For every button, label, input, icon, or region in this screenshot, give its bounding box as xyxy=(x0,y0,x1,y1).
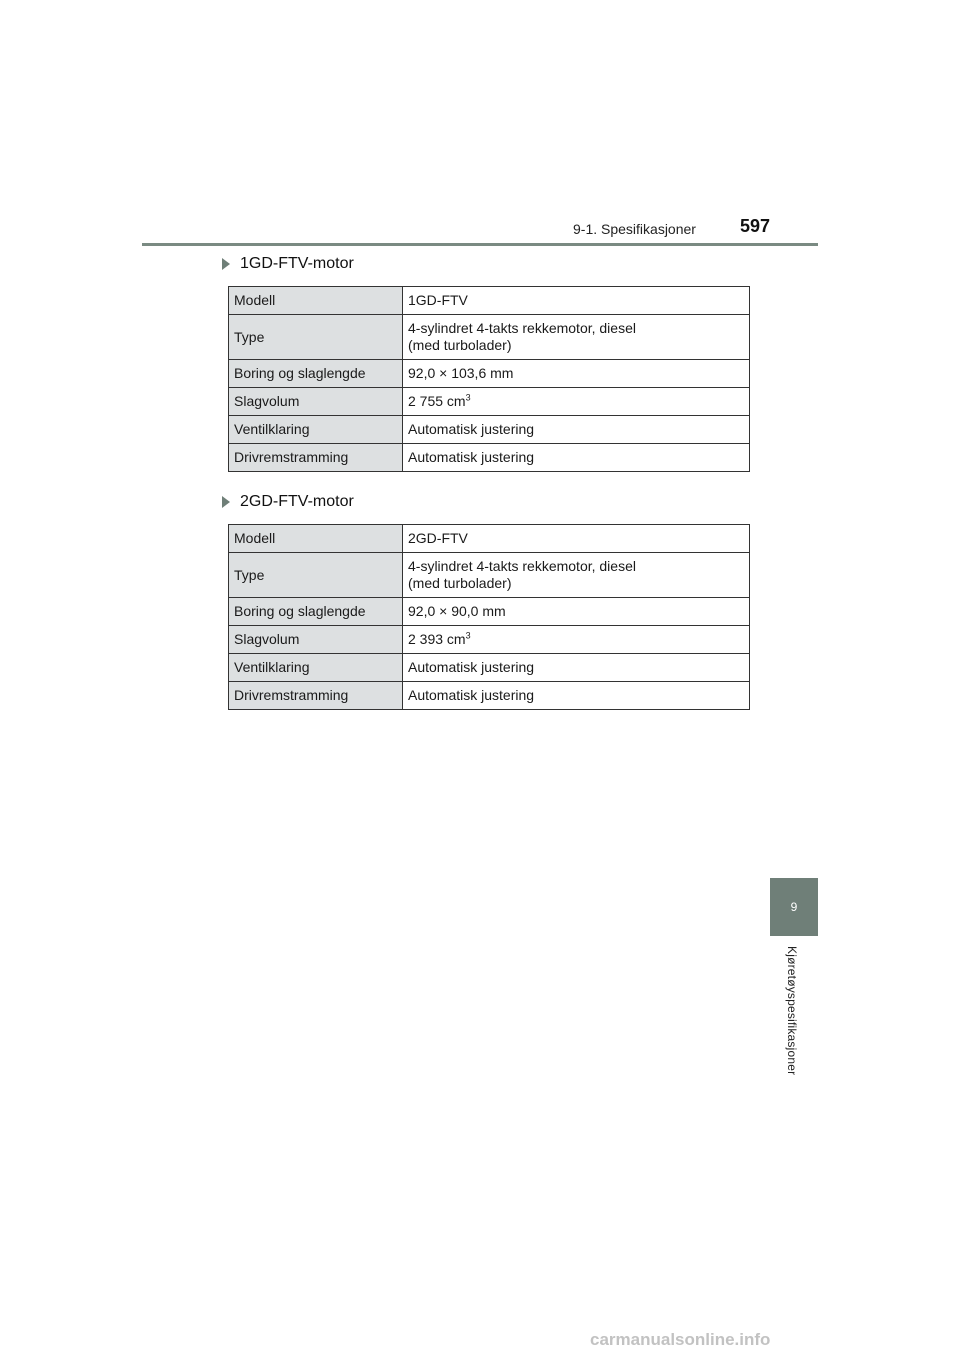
table-row xyxy=(229,525,750,553)
row-value: 92,0 × 103,6 mm xyxy=(403,360,750,388)
row-label: Ventilklaring xyxy=(229,416,403,444)
header-divider xyxy=(142,243,818,246)
row-value: Automatisk justering xyxy=(403,654,750,682)
running-header-section: 9-1. Spesifikasjoner xyxy=(573,221,696,237)
section-heading-text: 1GD-FTV-motor xyxy=(240,255,354,272)
row-value xyxy=(403,626,750,654)
row-label: Slagvolum xyxy=(229,388,403,416)
page-number: 597 xyxy=(740,216,771,236)
row-label: Boring og slaglengde xyxy=(229,360,403,388)
table-row xyxy=(229,287,750,315)
triangle-bullet-icon xyxy=(222,496,230,508)
row-label: Drivremstramming xyxy=(229,444,403,472)
row-value: Automatisk justering xyxy=(403,444,750,472)
row-label: Ventilklaring xyxy=(229,654,403,682)
displacement-value: 2 755 cm xyxy=(408,393,466,409)
table-row xyxy=(229,598,750,626)
row-value: 2GD-FTV xyxy=(403,525,750,553)
table-row xyxy=(229,444,750,472)
chapter-tab-label: Kjøretøyspesifikasjoner xyxy=(785,946,799,1076)
superscript: 3 xyxy=(465,392,471,403)
table-row xyxy=(229,654,750,682)
section-heading-1gd xyxy=(222,255,354,273)
row-value-line1: 4-sylindret 4-takts rekkemotor, diesel xyxy=(408,320,636,336)
row-value xyxy=(403,315,750,360)
displacement-value: 2 393 cm xyxy=(408,631,466,647)
row-value: Automatisk justering xyxy=(403,682,750,710)
table-row xyxy=(229,388,750,416)
section-heading-2gd xyxy=(222,493,354,511)
row-label: Modell xyxy=(229,525,403,553)
chapter-tab xyxy=(770,878,818,936)
row-value-line2: (med turbolader) xyxy=(408,575,512,591)
table-row xyxy=(229,682,750,710)
chapter-number: 9 xyxy=(790,900,798,914)
row-label: Boring og slaglengde xyxy=(229,598,403,626)
spec-table-1gd xyxy=(228,286,750,472)
row-label: Slagvolum xyxy=(229,626,403,654)
table-row xyxy=(229,626,750,654)
row-label: Type xyxy=(229,315,403,360)
row-value: 92,0 × 90,0 mm xyxy=(403,598,750,626)
triangle-bullet-icon xyxy=(222,258,230,270)
watermark: carmanualsonline.info xyxy=(590,1330,771,1349)
row-value: 1GD-FTV xyxy=(403,287,750,315)
row-label: Modell xyxy=(229,287,403,315)
section-heading-text: 2GD-FTV-motor xyxy=(240,493,354,510)
table-row xyxy=(229,315,750,360)
table-row xyxy=(229,416,750,444)
row-value: Automatisk justering xyxy=(403,416,750,444)
row-value xyxy=(403,388,750,416)
row-value-line2: (med turbolader) xyxy=(408,337,512,353)
spec-table-2gd xyxy=(228,524,750,710)
table-row xyxy=(229,553,750,598)
row-label: Drivremstramming xyxy=(229,682,403,710)
superscript: 3 xyxy=(465,630,471,641)
row-label: Type xyxy=(229,553,403,598)
row-value xyxy=(403,553,750,598)
table-row xyxy=(229,360,750,388)
row-value-line1: 4-sylindret 4-takts rekkemotor, diesel xyxy=(408,558,636,574)
